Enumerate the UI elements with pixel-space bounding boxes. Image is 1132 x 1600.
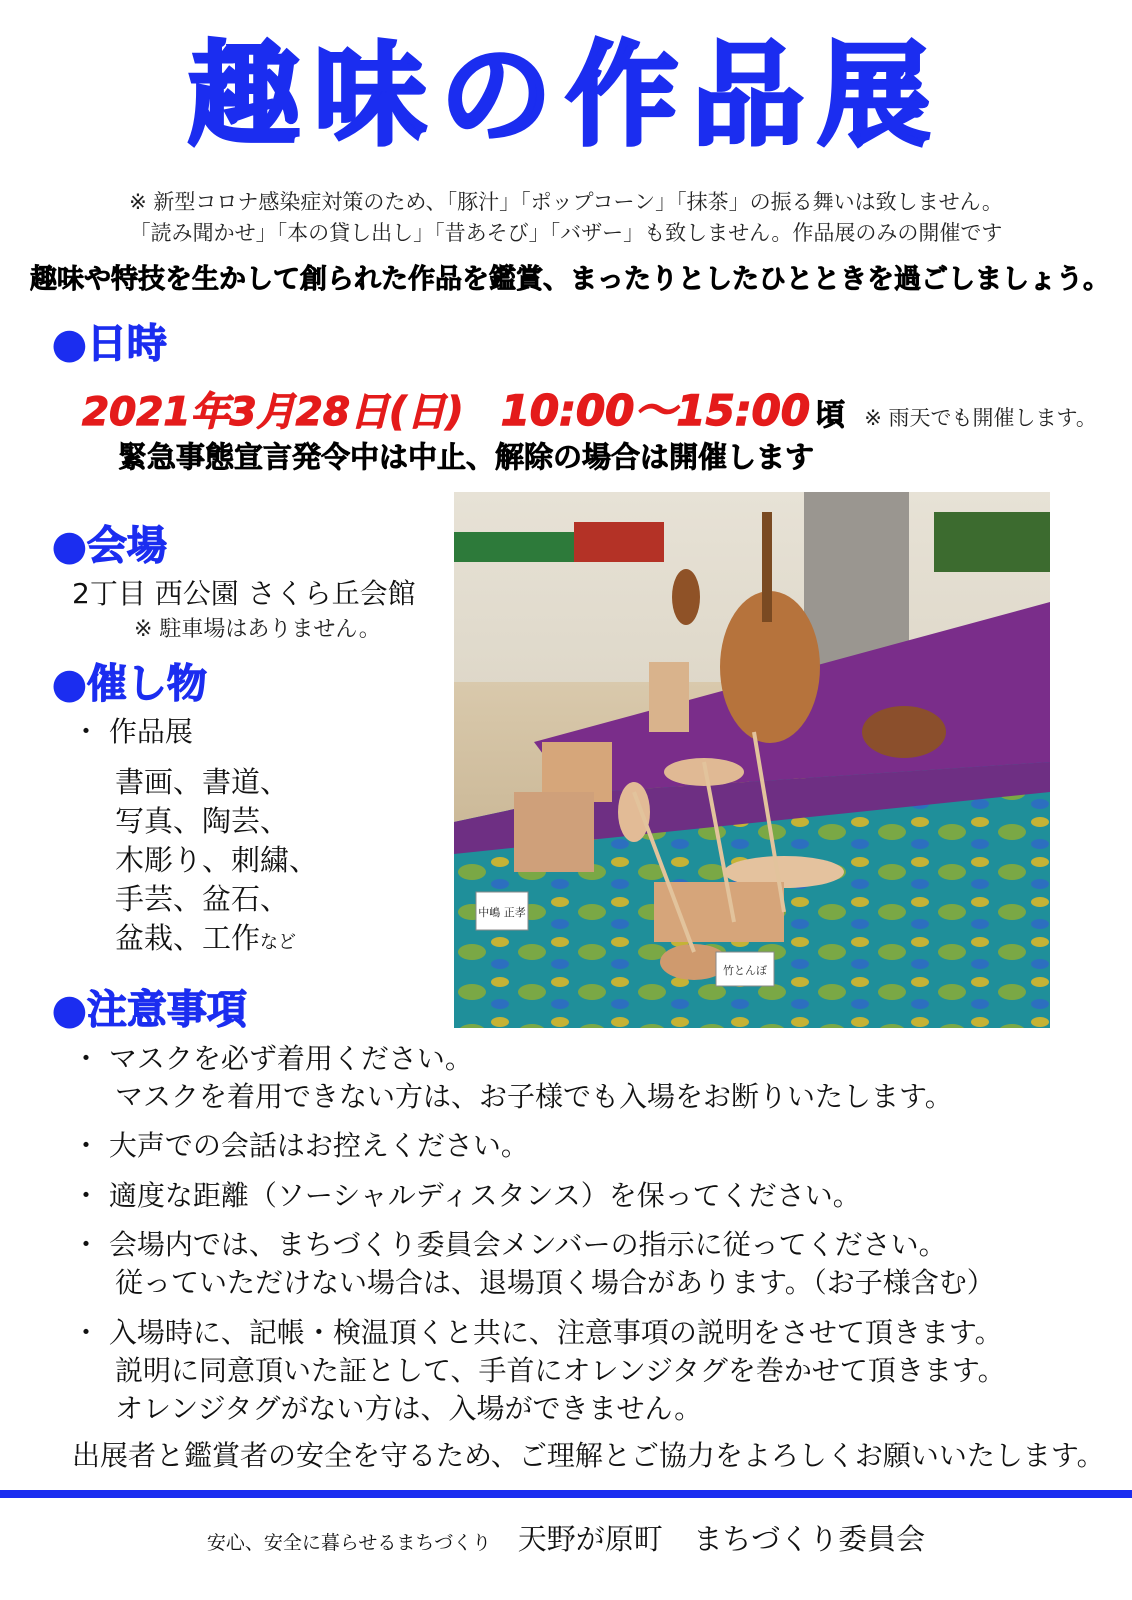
datetime-heading: ●日時 [52,321,167,367]
lead-text: 趣味や特技を生かして創られた作品を鑑賞、まったりとしたひとときを過ごしましょう。 [30,264,1110,295]
parking-note: ※ 駐車場はありません。 [134,617,381,642]
category-line: 手芸、盆石、 [115,882,290,916]
event-time-suffix: 頃 [815,398,846,433]
caution-line: 説明に同意頂いた証として、手首にオレンジタグを巻かせて頂きます。 [115,1354,1006,1387]
datetime-line [82,378,1097,438]
category-line [115,916,296,957]
category-text: 盆栽、工作 [115,921,261,955]
rain-note: ※ 雨天でも開催します。 [864,406,1097,430]
caution-line: ・ 会場内では、まちづくり委員会メンバーの指示に従ってください。 [72,1228,947,1261]
footer-committee: まちづくり委員会 [693,1522,926,1556]
photo-card-2: 竹とんぼ [723,964,767,977]
cautions-heading: ●注意事項 [52,987,247,1033]
covid-note-line1: ※ 新型コロナ感染症対策のため、「豚汁」「ポップコーン」「抹茶」の振る舞いは致しません。 [129,190,1003,214]
caution-line: ・ 大声での会話はお控えください。 [72,1129,529,1162]
footer-slogan: 安心、安全に暮らせるまちづくり [206,1532,492,1554]
category-line: 木彫り、刺繍、 [115,843,319,877]
venue-place: 2丁目 西公園 さくら丘会館 [72,577,416,610]
footer [0,1517,1132,1558]
photo-card-1: 中嶋 正孝 [478,906,526,919]
caution-line: 従っていただけない場合は、退場頂く場合があります。（お子様含む） [115,1266,995,1299]
caution-line: オレンジタグがない方は、入場ができません。 [115,1392,703,1425]
exhibition-photo [454,492,1050,1028]
category-line: 写真、陶芸、 [115,804,290,838]
closing-text: 出展者と鑑賞者の安全を守るため、ご理解とご協力をよろしくお願いいたします。 [72,1439,1105,1472]
caution-line: マスクを着用できない方は、お子様でも入場をお断りいたします。 [115,1080,953,1113]
footer-divider [0,1490,1132,1498]
page-title: 趣味の作品展 [188,31,944,161]
category-line: 書画、書道、 [115,765,290,799]
events-heading: ●催し物 [52,661,207,707]
caution-line: ・ 適度な距離（ソーシャルディスタンス）を保ってください。 [72,1179,861,1212]
events-item: ・ 作品展 [72,715,193,748]
event-date: 2021年3月28日(日) [82,390,464,435]
event-time: 10:00〜15:00 [500,386,811,435]
venue-heading: ●会場 [52,523,167,569]
caution-line: ・ マスクを必ず着用ください。 [72,1042,473,1075]
footer-town: 天野が原町 [517,1522,663,1556]
covid-note-line2: 「読み聞かせ」「本の貸し出し」「昔あそび」「バザー」も致しません。作品展のみの開催です [129,221,1003,245]
caution-line: ・ 入場時に、記帳・検温頂くと共に、注意事項の説明をさせて頂きます。 [72,1316,1003,1349]
category-suffix: など [260,932,297,953]
emergency-note: 緊急事態宣言発令中は中止、解除の場合は開催します [118,440,815,474]
